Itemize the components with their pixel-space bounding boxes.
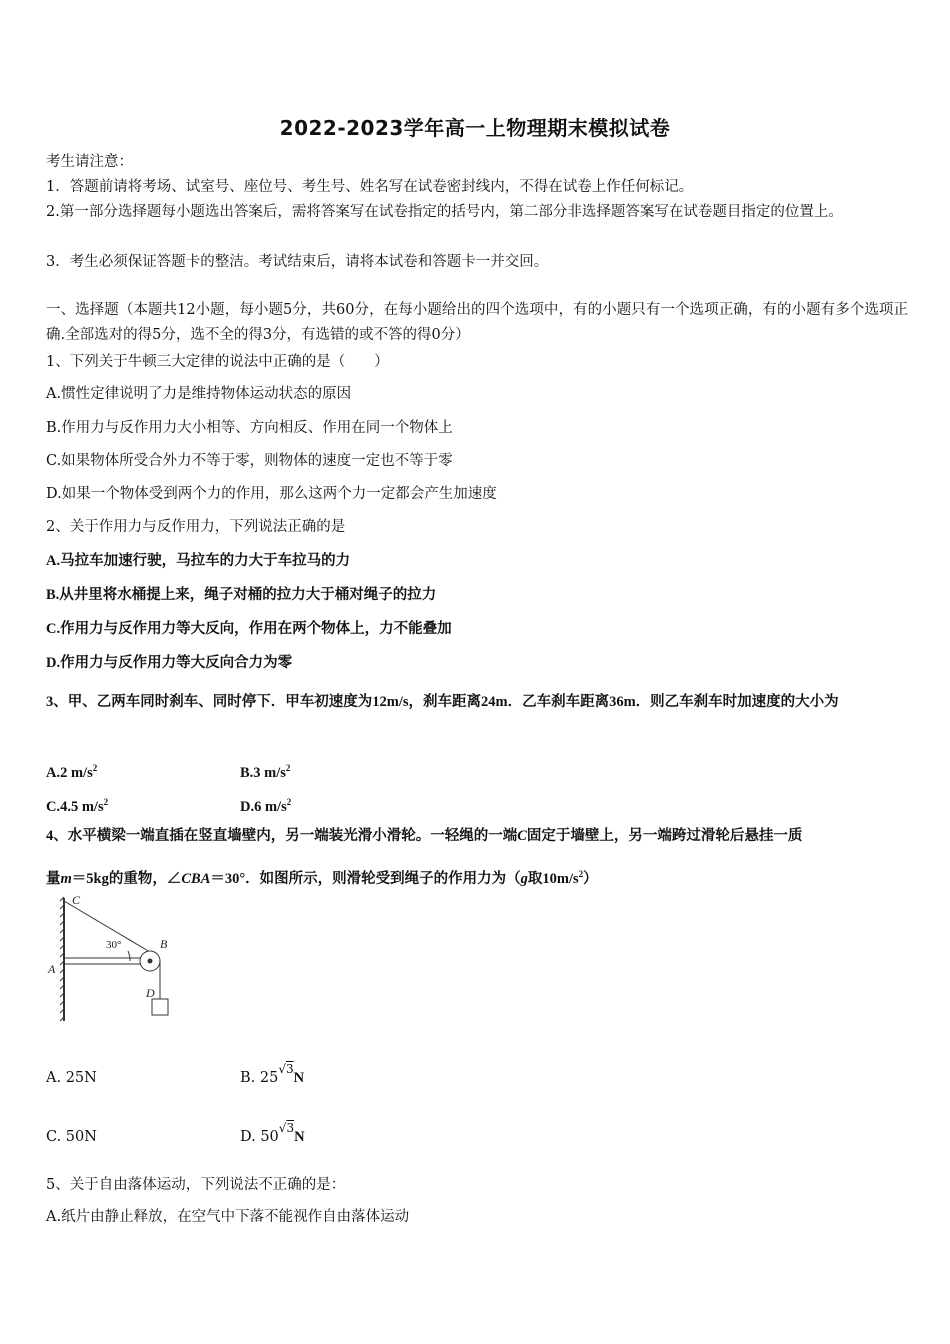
q3-option-c: C.4.5 $m/s^2$ — [46, 797, 109, 815]
q2-option-c: C.作用力与反作用力等大反向，作用在两个物体上，力不能叠加 — [46, 621, 452, 637]
notice-heading: 考生请注意： — [46, 154, 133, 170]
q4-stem-line2: 量m＝5kg的重物，∠CBA＝30°．如图所示，则滑轮受到绳子的作用力为（g取$10m/s^2$） — [46, 869, 598, 887]
q5-option-a: A.纸片由静止释放，在空气中下落不能视作自由落体运动 — [46, 1209, 410, 1225]
label-b: B — [160, 937, 168, 951]
q1-stem: 1、下列关于牛顿三大定律的说法中正确的是（ ） — [46, 354, 389, 370]
notice-item-3: 3．考生必须保证答题卡的整洁。考试结束后，请将本试卷和答题卡一并交回。 — [46, 254, 549, 270]
q1-option-a: A.惯性定律说明了力是维持物体运动状态的原因 — [46, 386, 352, 402]
q1-option-c: C.如果物体所受合外力不等于零，则物体的速度一定也不等于零 — [46, 453, 453, 469]
q3-option-a: A.2 $m/s^2$ — [46, 763, 98, 781]
q4-option-b: B. $25^{√3}N$ — [240, 1062, 305, 1086]
label-d: D — [146, 986, 155, 1000]
notice-item-2: 2.第一部分选择题每小题选出答案后，需将答案写在试卷指定的括号内，第二部分非选择题答案写在试卷题目指定的位置上。 — [46, 204, 843, 220]
q1-option-d: D.如果一个物体受到两个力的作用，那么这两个力一定都会产生加速度 — [46, 486, 497, 502]
q2-option-b: B.从井里将水桶提上来，绳子对桶的拉力大于桶对绳子的拉力 — [46, 587, 437, 603]
q1-option-b: B.作用力与反作用力大小相等、方向相反、作用在同一个物体上 — [46, 420, 453, 436]
q4-option-d: D. $50^{√3}N$ — [240, 1121, 305, 1145]
q3-option-d: D.6 $m/s^2$ — [240, 797, 292, 815]
notice-item-1: 1．答题前请将考场、试室号、座位号、考生号、姓名写在试卷密封线内，不得在试卷上作任何标记。 — [46, 179, 694, 195]
page-title: 2022-2023学年高一上物理期末模拟试卷 — [279, 116, 671, 140]
section-heading: 一、选择题（本题共12小题，每小题5分，共60分，在每小题给出的四个选项中，有的小题只有一个选项正确，有的小题有多个选项正确.全部选对的得5分，选不全的得3分，有选错的或不答的得0分） — [46, 302, 908, 343]
q2-option-a: A.马拉车加速行驶，马拉车的力大于车拉马的力 — [46, 553, 351, 569]
q4-option-c: C. 50N — [46, 1129, 97, 1145]
q4-option-a: A. 25N — [46, 1070, 97, 1086]
q3-stem: 3、甲、乙两车同时刹车、同时停下．甲车初速度为12m/s，刹车距离24m．乙车刹车距离36m．则乙车刹车时加速度的大小为 — [46, 694, 839, 710]
label-a: A — [48, 962, 56, 976]
label-angle: 30° — [106, 939, 122, 951]
q2-stem: 2、关于作用力与反作用力，下列说法正确的是 — [46, 519, 346, 535]
label-c: C — [72, 893, 81, 907]
pulley-diagram — [44, 893, 176, 1025]
q3-option-b: B.3 $m/s^2$ — [240, 763, 291, 781]
q4-stem-line1: 4、水平横梁一端直插在竖直墙壁内，另一端装光滑小滑轮。一轻绳的一端C固定于墙壁上，另一端跨过滑轮后悬挂一质 — [46, 828, 803, 844]
q2-option-d: D.作用力与反作用力等大反向合力为零 — [46, 655, 293, 671]
q5-stem: 5、关于自由落体运动，下列说法不正确的是： — [46, 1177, 346, 1193]
